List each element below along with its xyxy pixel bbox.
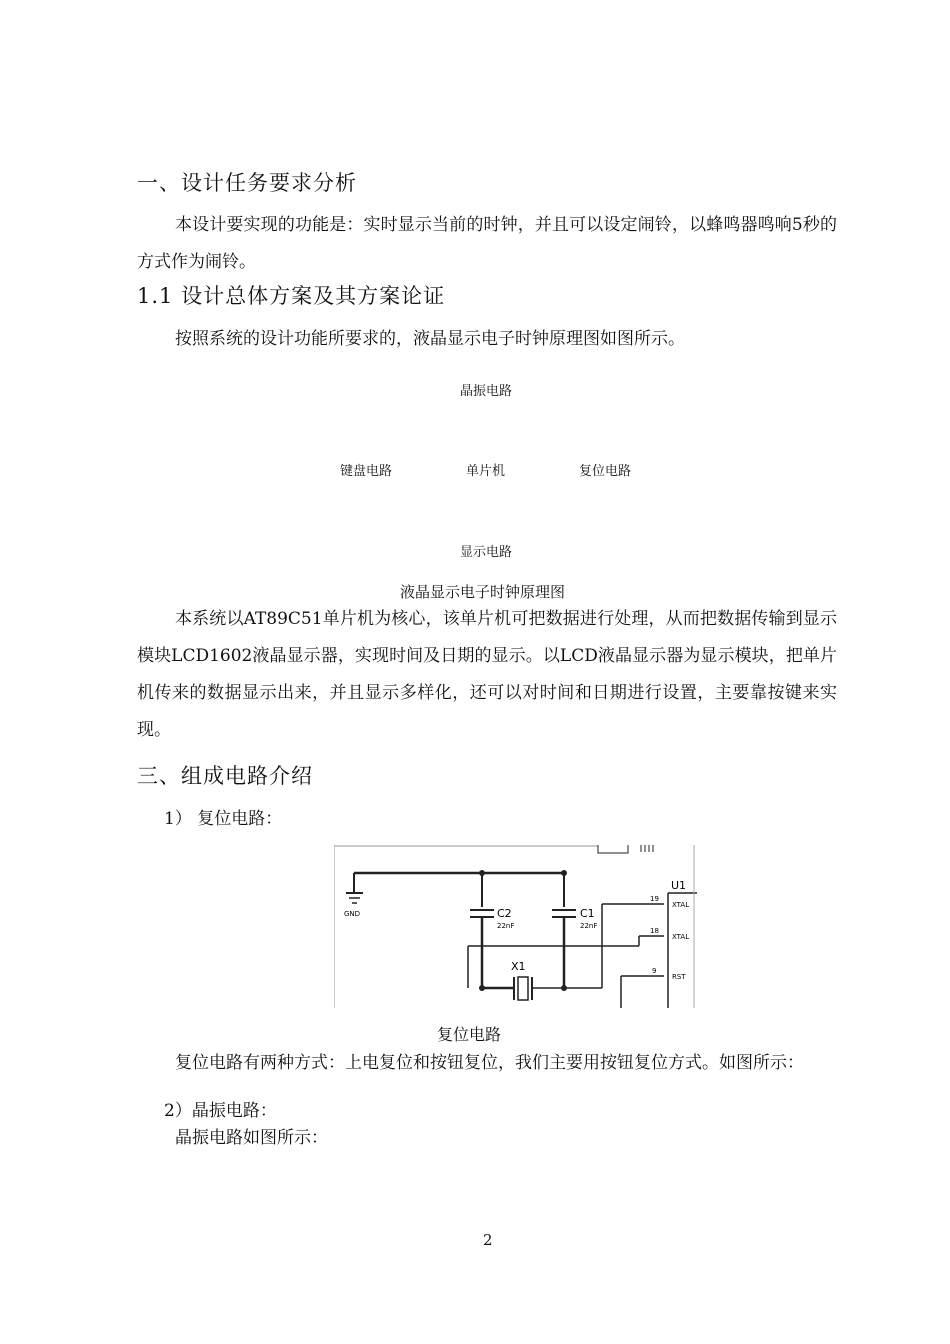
label-xtal2: XTAL [672,933,690,941]
section-heading-1-1: 1.1 设计总体方案及其方案论证 [137,284,446,308]
schematic-caption: 复位电路 [437,1025,502,1044]
label-rst: RST [672,973,686,981]
section-heading-3: 三、组成电路介绍 [137,764,313,788]
page-number: 2 [483,1231,493,1249]
label-c1: C1 [580,907,595,920]
label-x1: X1 [511,960,526,973]
list-item-reset-circuit: 1） 复位电路： [164,809,283,829]
block-label-oscillator: 晶振电路 [460,384,513,399]
label-pin-19: 19 [650,895,659,903]
list-item-oscillator-circuit: 2）晶振电路： [164,1101,277,1121]
block-label-display: 显示电路 [460,545,513,560]
block-label-reset: 复位电路 [579,464,632,479]
paragraph-oscillator: 晶振电路如图所示： [175,1128,328,1148]
paragraph-reset: 复位电路有两种方式：上电复位和按钮复位，我们主要用按钮复位方式。如图所示： [175,1053,804,1073]
label-c2: C2 [497,907,512,920]
block-label-mcu: 单片机 [466,464,506,479]
paragraph-scheme: 按照系统的设计功能所要求的，液晶显示电子时钟原理图如图所示。 [175,329,685,349]
label-xtal1: XTAL [672,901,690,909]
paragraph-function: 本设计要实现的功能是：实时显示当前的时钟，并且可以设定闹铃，以蜂鸣器鸣响5秒的方式作为闹铃。 [137,215,837,272]
paragraph-system: 本系统以AT89C51单片机为核心，该单片机可把数据进行处理，从而把数据传输到显示模块LCD1602液晶显示器，实现时间及日期的显示。以LCD液晶显示器为显示模块，把单片机传来的数据显示出来，并且显示多样化，还可以对时间和日期进行设置，主要靠按键来实现。 [137,609,837,740]
label-pin-18: 18 [650,927,659,935]
label-gnd: GND [344,910,361,918]
block-diagram-caption: 液晶显示电子时钟原理图 [400,583,566,601]
label-pin-9: 9 [652,967,657,975]
reset-circuit-schematic [334,845,697,1008]
label-c2-value: 22nF [497,922,515,930]
block-label-keyboard: 键盘电路 [340,464,393,479]
section-heading-1: 一、设计任务要求分析 [137,171,357,195]
label-c1-value: 22nF [580,922,598,930]
label-u1: U1 [671,879,687,892]
